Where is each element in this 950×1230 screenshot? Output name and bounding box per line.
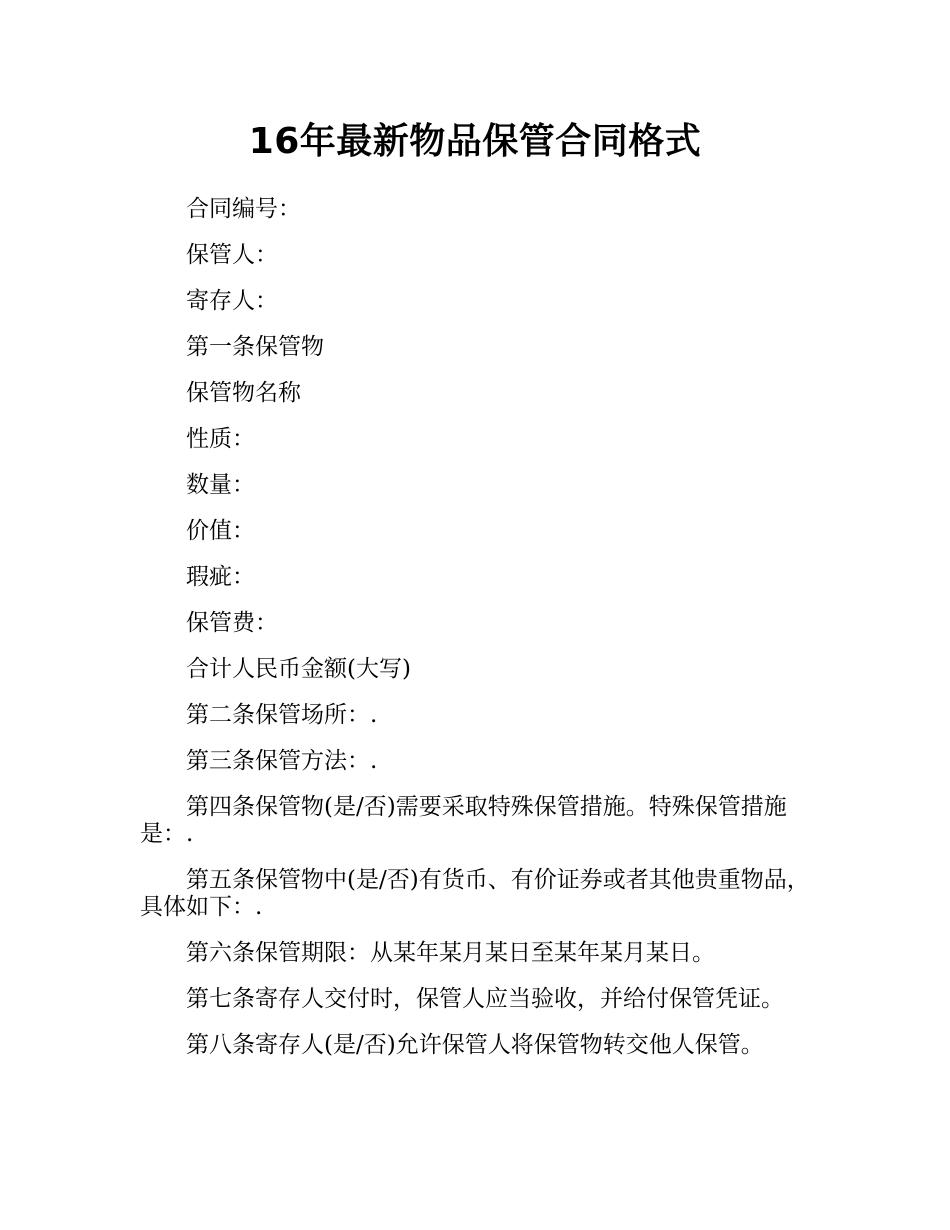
paragraph-nature: 性质： bbox=[186, 426, 255, 452]
paragraph-depositor: 寄存人： bbox=[186, 288, 278, 314]
paragraph-contract-number: 合同编号： bbox=[186, 196, 301, 222]
paragraph-quantity: 数量： bbox=[186, 472, 255, 498]
paragraph-article-3: 第三条保管方法：. bbox=[186, 748, 378, 774]
paragraph-article-4: 第四条保管物(是/否)需要采取特殊保管措施。特殊保管措施是：. bbox=[140, 794, 787, 847]
paragraph-fee: 保管费： bbox=[186, 610, 278, 636]
paragraph-total-amount: 合计人民币金额(大写) bbox=[186, 656, 411, 682]
document-title: 16年最新物品保管合同格式 bbox=[248, 121, 702, 162]
paragraph-article-1: 第一条保管物 bbox=[186, 334, 324, 360]
paragraph-article-7: 第七条寄存人交付时，保管人应当验收，并给付保管凭证。 bbox=[186, 986, 784, 1012]
paragraph-custodian: 保管人： bbox=[186, 242, 278, 268]
document-body bbox=[140, 196, 812, 1078]
paragraph-article-2: 第二条保管场所：. bbox=[186, 702, 378, 728]
paragraph-value: 价值： bbox=[186, 518, 255, 544]
paragraph-article-8: 第八条寄存人(是/否)允许保管人将保管物转交他人保管。 bbox=[186, 1032, 764, 1058]
paragraph-defects: 瑕疵： bbox=[186, 564, 255, 590]
paragraph-article-5: 第五条保管物中(是/否)有货币、有价证券或者其他贵重物品，具体如下：. bbox=[140, 867, 810, 920]
paragraph-item-name: 保管物名称 bbox=[186, 380, 301, 406]
paragraph-article-6: 第六条保管期限：从某年某月某日至某年某月某日。 bbox=[186, 940, 715, 966]
